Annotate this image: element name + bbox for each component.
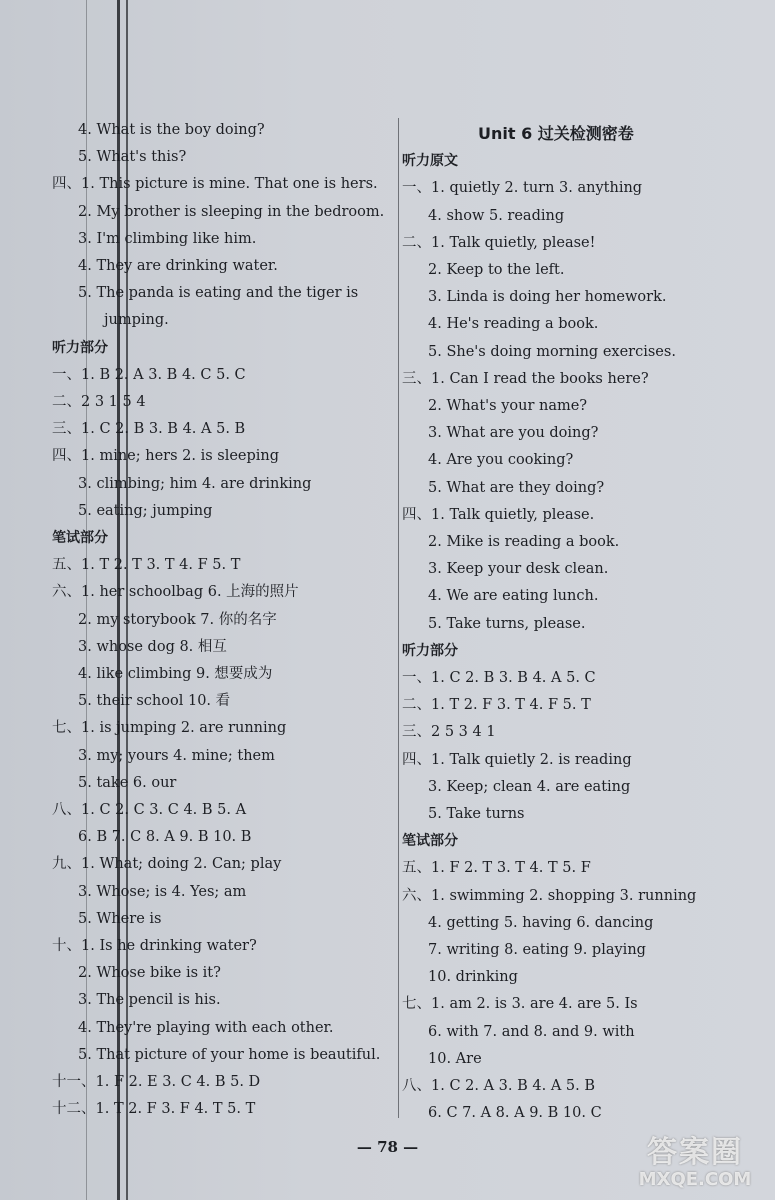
answer-line: 2. Keep to the left. [428,262,565,278]
answer-line: 十二、1. T 2. F 3. F 4. T 5. T [52,1101,256,1118]
answer-line: 4. like climbing 9. 想要成为 [78,666,273,682]
answer-line: 五、1. T 2. T 3. T 4. F 5. T [52,557,241,574]
answer-line: 4. He's reading a book. [428,316,599,333]
answer-line: 4. They are drinking water. [78,258,278,274]
answer-line: 5. That picture of your home is beautiful. [78,1046,381,1063]
answer-line: 三、2 5 3 4 1 [402,724,496,741]
answer-line: 十一、1. F 2. E 3. C 4. B 5. D [52,1074,261,1090]
answer-line: 八、1. C 2. C 3. C 4. B 5. A [52,802,247,818]
answer-line: 五、1. F 2. T 3. T 4. T 5. F [402,860,591,877]
answer-line: 2. What's your name? [428,398,588,414]
answer-line: 5. eating; jumping [78,502,213,519]
answer-line: 十、1. Is he drinking water? [52,938,257,954]
answer-line: 3. Keep; clean 4. are eating [428,778,631,795]
answer-line: jumping. [104,312,169,329]
answer-line: 一、1. C 2. B 3. B 4. A 5. C [402,670,596,686]
answer-line: 4. show 5. reading [428,207,565,224]
answer-line: 七、1. am 2. is 3. are 4. are 5. Is [402,996,638,1013]
answer-line: 三、1. C 2. B 3. B 4. A 5. B [52,421,246,438]
section-heading: 听力原文 [402,153,458,170]
answer-line: 2. Whose bike is it? [78,965,221,982]
answer-line: 5. Take turns, please. [428,615,586,632]
answer-line: 四、1. mine; hers 2. is sleeping [52,448,280,465]
answer-line: 3. I'm climbing like him. [78,230,257,247]
section-heading: 听力部分 [402,642,458,659]
watermark-big: 答案圈 [647,1135,743,1170]
answer-line: 四、1. Talk quietly 2. is reading [402,751,632,768]
answer-line: 2. my storybook 7. 你的名字 [78,611,277,628]
answer-line: 九、1. What; doing 2. Can; play [52,856,282,873]
answer-line: 5. The panda is eating and the tiger is [78,285,359,302]
answer-line: 4. We are eating lunch. [428,588,599,605]
answer-line: 二、2 3 1 5 4 [52,394,146,410]
watermark-small: MXQE.COM [638,1169,752,1190]
answer-line: 三、1. Can I read the books here? [402,370,649,387]
column-divider [398,118,399,1118]
answer-line: 5. Where is [78,910,162,927]
answer-line: 3. Linda is doing her homework. [428,289,667,306]
answer-line: 5. What are they doing? [428,479,605,496]
section-heading: 听力部分 [52,339,108,356]
answer-line: 10. drinking [428,969,518,986]
page-number: — 78 — [356,1138,419,1156]
answer-line: 2. Mike is reading a book. [428,534,620,550]
answer-line: 4. Are you cooking? [428,452,574,469]
watermark-logo [625,1136,765,1196]
answer-line: 3. Whose; is 4. Yes; am [78,883,247,900]
answer-line: 七、1. is jumping 2. are running [52,720,287,737]
answer-line: 6. C 7. A 8. A 9. B 10. C [428,1105,602,1122]
answer-line: 3. What are you doing? [428,425,599,442]
answer-line: 6. B 7. C 8. A 9. B 10. B [78,829,252,846]
section-heading: 笔试部分 [402,833,458,850]
answer-line: 3. climbing; him 4. are drinking [78,475,312,492]
answer-line: 六、1. swimming 2. shopping 3. running [402,887,697,904]
page-number-value: 78 [377,1138,398,1156]
answer-line: 7. writing 8. eating 9. playing [428,942,646,958]
answer-line: 3. Keep your desk clean. [428,561,609,578]
answer-line: 3. my; yours 4. mine; them [78,747,275,764]
answer-line: 3. whose dog 8. 相互 [78,638,227,655]
answer-line: 5. She's doing morning exercises. [428,343,676,360]
answer-line: 4. They're playing with each other. [78,1019,334,1036]
unit-title: Unit 6 过关检测密卷 [478,124,634,143]
answer-line: 八、1. C 2. A 3. B 4. A 5. B [402,1078,596,1094]
answer-line: 一、1. B 2. A 3. B 4. C 5. C [52,366,246,383]
answer-line: 四、1. This picture is mine. That one is hers. [52,176,378,193]
answer-line: 4. getting 5. having 6. dancing [428,914,654,931]
answer-line: 四、1. Talk quietly, please. [402,506,595,523]
answer-line: 2. My brother is sleeping in the bedroom. [78,203,385,220]
answer-line: 5. What's this? [78,149,187,166]
section-heading: 笔试部分 [52,530,108,546]
answer-line: 6. with 7. and 8. and 9. with [428,1023,635,1040]
answer-line: 4. What is the boy doing? [78,122,265,138]
answer-line: 3. The pencil is his. [78,992,221,1009]
answer-line: 5. Take turns [428,806,525,822]
answer-line: 六、1. her schoolbag 6. 上海的照片 [52,584,299,601]
answer-line: 10. Are [428,1050,482,1067]
answer-line: 5. their school 10. 看 [78,693,231,710]
answer-line: 二、1. T 2. F 3. T 4. F 5. T [402,697,591,714]
answer-line: 5. take 6. our [78,774,177,791]
answer-line: 一、1. quietly 2. turn 3. anything [402,180,643,197]
answer-line: 二、1. Talk quietly, please! [402,234,596,251]
